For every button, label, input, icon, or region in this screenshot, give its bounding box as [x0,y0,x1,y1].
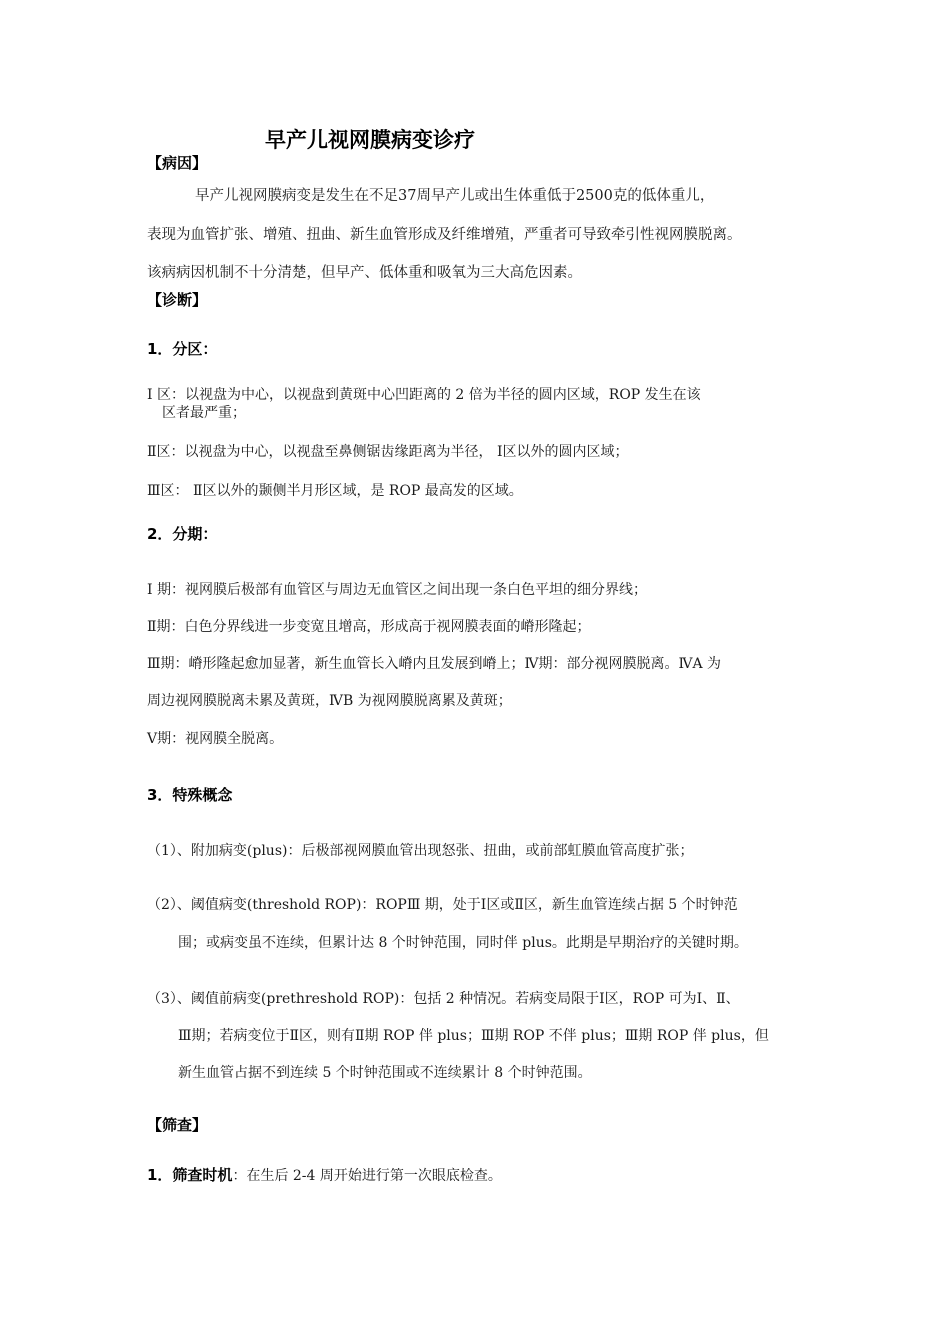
screening-timing-label: 1．筛查时机 [147,1166,233,1184]
concept-item: （3）、阈值前病变(prethreshold ROP)：包括 2 种情况。若病变局限于Ⅰ区，ROP 可为Ⅰ、Ⅱ、 [147,991,740,1007]
stage-item: Ⅲ期：嵴形隆起愈加显著，新生血管长入嵴内且发展到嵴上；Ⅳ期：部分视网膜脱离。ⅣA 为 [147,656,722,672]
screening-timing [147,1164,502,1185]
subheading-zone: 1．分区： [147,340,218,358]
concept-item: （2）、阈值病变(threshold ROP)：ROPⅢ 期，处于Ⅰ区或Ⅱ区，新生血管连续占据 5 个时钟范 [147,897,738,913]
screening-timing-text: ：在生后 2-4 周开始进行第一次眼底检查。 [232,1168,502,1184]
paragraph-line: 早产儿视网膜病变是发生在不足37周早产儿或出生体重低于2500克的低体重儿， [195,188,715,204]
stage-item: Ⅱ期：白色分界线进一步变宽且增高，形成高于视网膜表面的嵴形隆起； [147,619,591,635]
zone-item: Ⅰ 区：以视盘为中心，以视盘到黄斑中心凹距离的 2 倍为半径的圆内区域，ROP 发生在该 [147,387,701,403]
subheading-concepts: 3．特殊概念 [147,786,233,804]
paragraph-line: 表现为血管扩张、增殖、扭曲、新生血管形成及纤维增殖，严重者可导致牵引性视网膜脱离。 [147,227,742,243]
subheading-stage: 2．分期： [147,525,218,543]
stage-item: Ⅰ 期：视网膜后极部有血管区与周边无血管区之间出现一条白色平坦的细分界线； [147,582,647,598]
concept-item: Ⅲ期；若病变位于Ⅱ区，则有Ⅱ期 ROP 伴 plus；Ⅲ期 ROP 不伴 plus；Ⅲ期 ROP 伴 plus，但 [178,1028,769,1044]
stage-item: 周边视网膜脱离未累及黄斑，ⅣB 为视网膜脱离累及黄斑； [147,693,512,709]
concept-item: 围；或病变虽不连续，但累计达 8 个时钟范围，同时伴 plus。此期是早期治疗的关键时期。 [178,935,748,951]
section-heading-cause: 【病因】 [147,154,208,172]
concept-item: 新生血管占据不到连续 5 个时钟范围或不连续累计 8 个时钟范围。 [178,1065,592,1081]
section-heading-diagnosis: 【诊断】 [147,291,208,309]
zone-item: Ⅱ区：以视盘为中心，以视盘至鼻侧锯齿缘距离为半径， Ⅰ区以外的圆内区域； [147,444,629,460]
stage-item: Ⅴ期：视网膜全脱离。 [147,731,284,747]
paragraph-line: 该病病因机制不十分清楚，但早产、低体重和吸氧为三大高危因素。 [147,265,582,281]
page-title: 早产儿视网膜病变诊疗 [265,128,475,152]
concept-item: （1）、附加病变(plus)：后极部视网膜血管出现怒张、扭曲，或前部虹膜血管高度扩张； [147,843,694,859]
zone-item: 区者最严重； [162,405,246,421]
section-heading-screening: 【筛查】 [147,1116,208,1134]
zone-item: Ⅲ区： Ⅱ区以外的颞侧半月形区域，是 ROP 最高发的区域。 [147,483,523,499]
